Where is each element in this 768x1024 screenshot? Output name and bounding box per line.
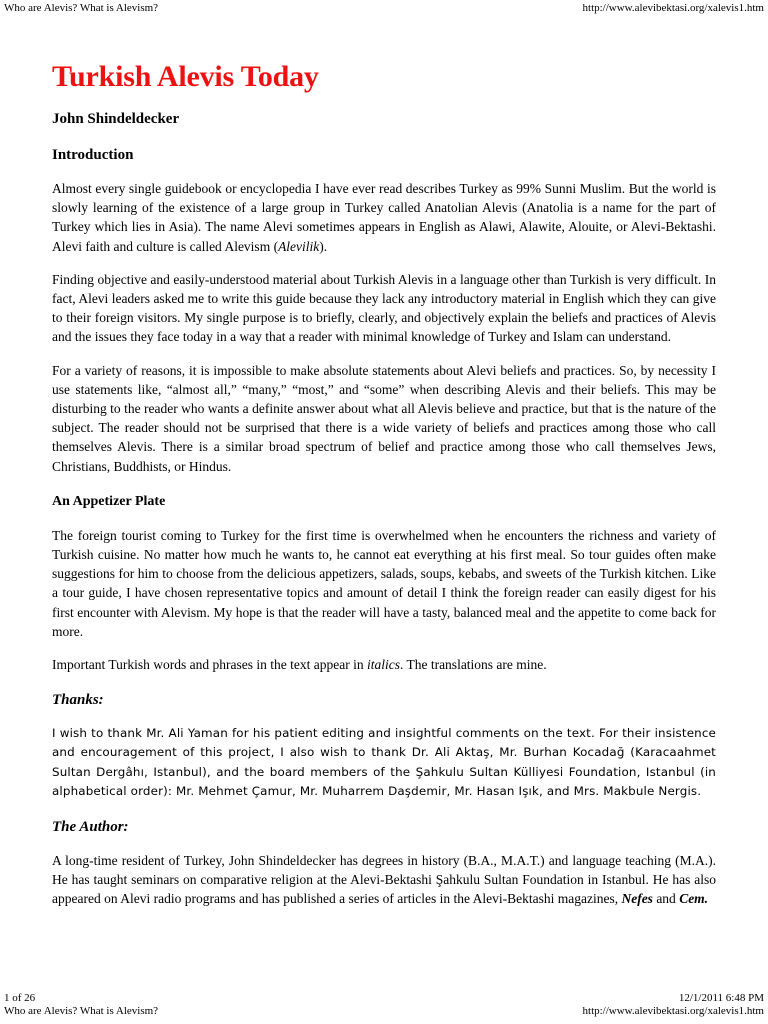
author-name: John Shindeldecker [52, 111, 180, 127]
paragraph-text: Important Turkish words and phrases in the text appear in [52, 657, 367, 673]
section-heading-introduction: Introduction [52, 147, 134, 163]
paragraph-appetizer-2 [52, 655, 716, 674]
footer-datetime: 12/1/2011 6:48 PM [678, 992, 764, 1004]
browser-print-footer [4, 992, 764, 1005]
paragraph-text: ). [319, 238, 328, 254]
paragraph-text: and [652, 891, 680, 907]
page-title: Turkish Alevis Today [52, 60, 319, 93]
paragraph-intro-1 [52, 179, 716, 256]
footer-page-count: 1 of 26 [4, 992, 36, 1004]
article [52, 55, 716, 909]
italic-term: Alevilik [278, 238, 320, 254]
section-heading-appetizer: An Appetizer Plate [52, 493, 166, 509]
paragraph-thanks: I wish to thank Mr. Ali Yaman for his patient editing and insightful comments on the text. For their insistence and encouragement of this project, I also wish to thank Dr. Ali Aktaş, Mr. Burhan Kocadağ (Karacaahmet Sultan Dergâhı, Istanbul), and the board members of the Şahkulu Sultan Külliyesi Foundation, Istanbul (in alphabetical order): Mr. Mehmet Çamur, Mr. Muharrem Daşdemir, Mr. Hasan Işık, and Mrs. Makbule Nergis. [52, 726, 716, 798]
section-heading-thanks: Thanks: [52, 692, 104, 709]
magazine-name: Cem. [679, 891, 709, 907]
browser-print-header [4, 2, 764, 15]
browser-print-footer-line2 [4, 1005, 764, 1018]
paragraph-intro-3: For a variety of reasons, it is impossible to make absolute statements about Alevi beliefs and practices. So, by necessity I use statements like, “almost all,” “many,” “most,” and “some” when describing Alevis and their beliefs. This may be disturbing to the reader who wants a definite answer about what all Alevis believe and practice, but that is the nature of the subject. The reader should not be surprised that there is a wide variety of beliefs and practices among those who call themselves Alevis. There is a similar broad spectrum of belief and practice among those who call themselves Jews, Christians, Buddhists, or Hindus. [52, 362, 716, 474]
footer-page-title: Who are Alevis? What is Alevism? [4, 1005, 159, 1017]
italic-term: italics [366, 657, 400, 673]
paragraph-author-bio [52, 851, 716, 909]
paragraph-text: Almost every single guidebook or encyclopedia I have ever read describes Turkey as 99% Sunni Muslim. But the world is slowly learning of the existence of a large group in Turkey called Anatolian Alevis (Anatolia is a name for the part of Turkey which lies in Asia). The name Alevi sometimes appears in English as Alawi, Alawite, Alouite, or Alevi-Bektashi. Alevi faith and culture is called Alevism ( [52, 181, 716, 254]
section-heading-author: The Author: [52, 819, 129, 836]
paragraph-intro-2: Finding objective and easily-understood material about Turkish Alevis in a language other than Turkish is very difficult. In fact, Alevi leaders asked me to write this guide because they lack any introductory material in English which they can give to their foreign visitors. My single purpose is to briefly, clearly, and objectively explain the beliefs and practices of Alevis and the issues they face today in a way that a reader with minimal knowledge of Turkey and Islam can understand. [52, 271, 716, 345]
header-page-title: Who are Alevis? What is Alevism? [4, 2, 159, 14]
footer-url: http://www.alevibektasi.org/xalevis1.htm [582, 1005, 764, 1017]
paragraph-text: A long-time resident of Turkey, John Shindeldecker has degrees in history (B.A., M.A.T.) and language teaching (M.A.). He has taught seminars on comparative religion at the Alevi-Bektashi Şahkulu Sultan Foundation in Istanbul. He has also appeared on Alevi radio programs and has published a series of articles in the Alevi-Bektashi magazines, [52, 853, 716, 907]
paragraph-appetizer-1: The foreign tourist coming to Turkey for the first time is overwhelmed when he encounters the richness and variety of Turkish cuisine. No matter how much he wants to, he cannot eat everything at his first meal. So tour guides often make suggestions for him to choose from the delicious appetizers, salads, soups, kebabs, and sweets of the Turkish kitchen. Like a tour guide, I have chosen representative topics and amount of detail I think the foreign reader can easily digest for his first encounter with Alevism. My hope is that the reader will have a tasty, balanced meal and the appetite to come back for more. [52, 527, 716, 639]
paragraph-text: . The translations are mine. [399, 657, 547, 673]
magazine-name: Nefes [621, 891, 653, 907]
header-url: http://www.alevibektasi.org/xalevis1.htm [582, 2, 764, 14]
